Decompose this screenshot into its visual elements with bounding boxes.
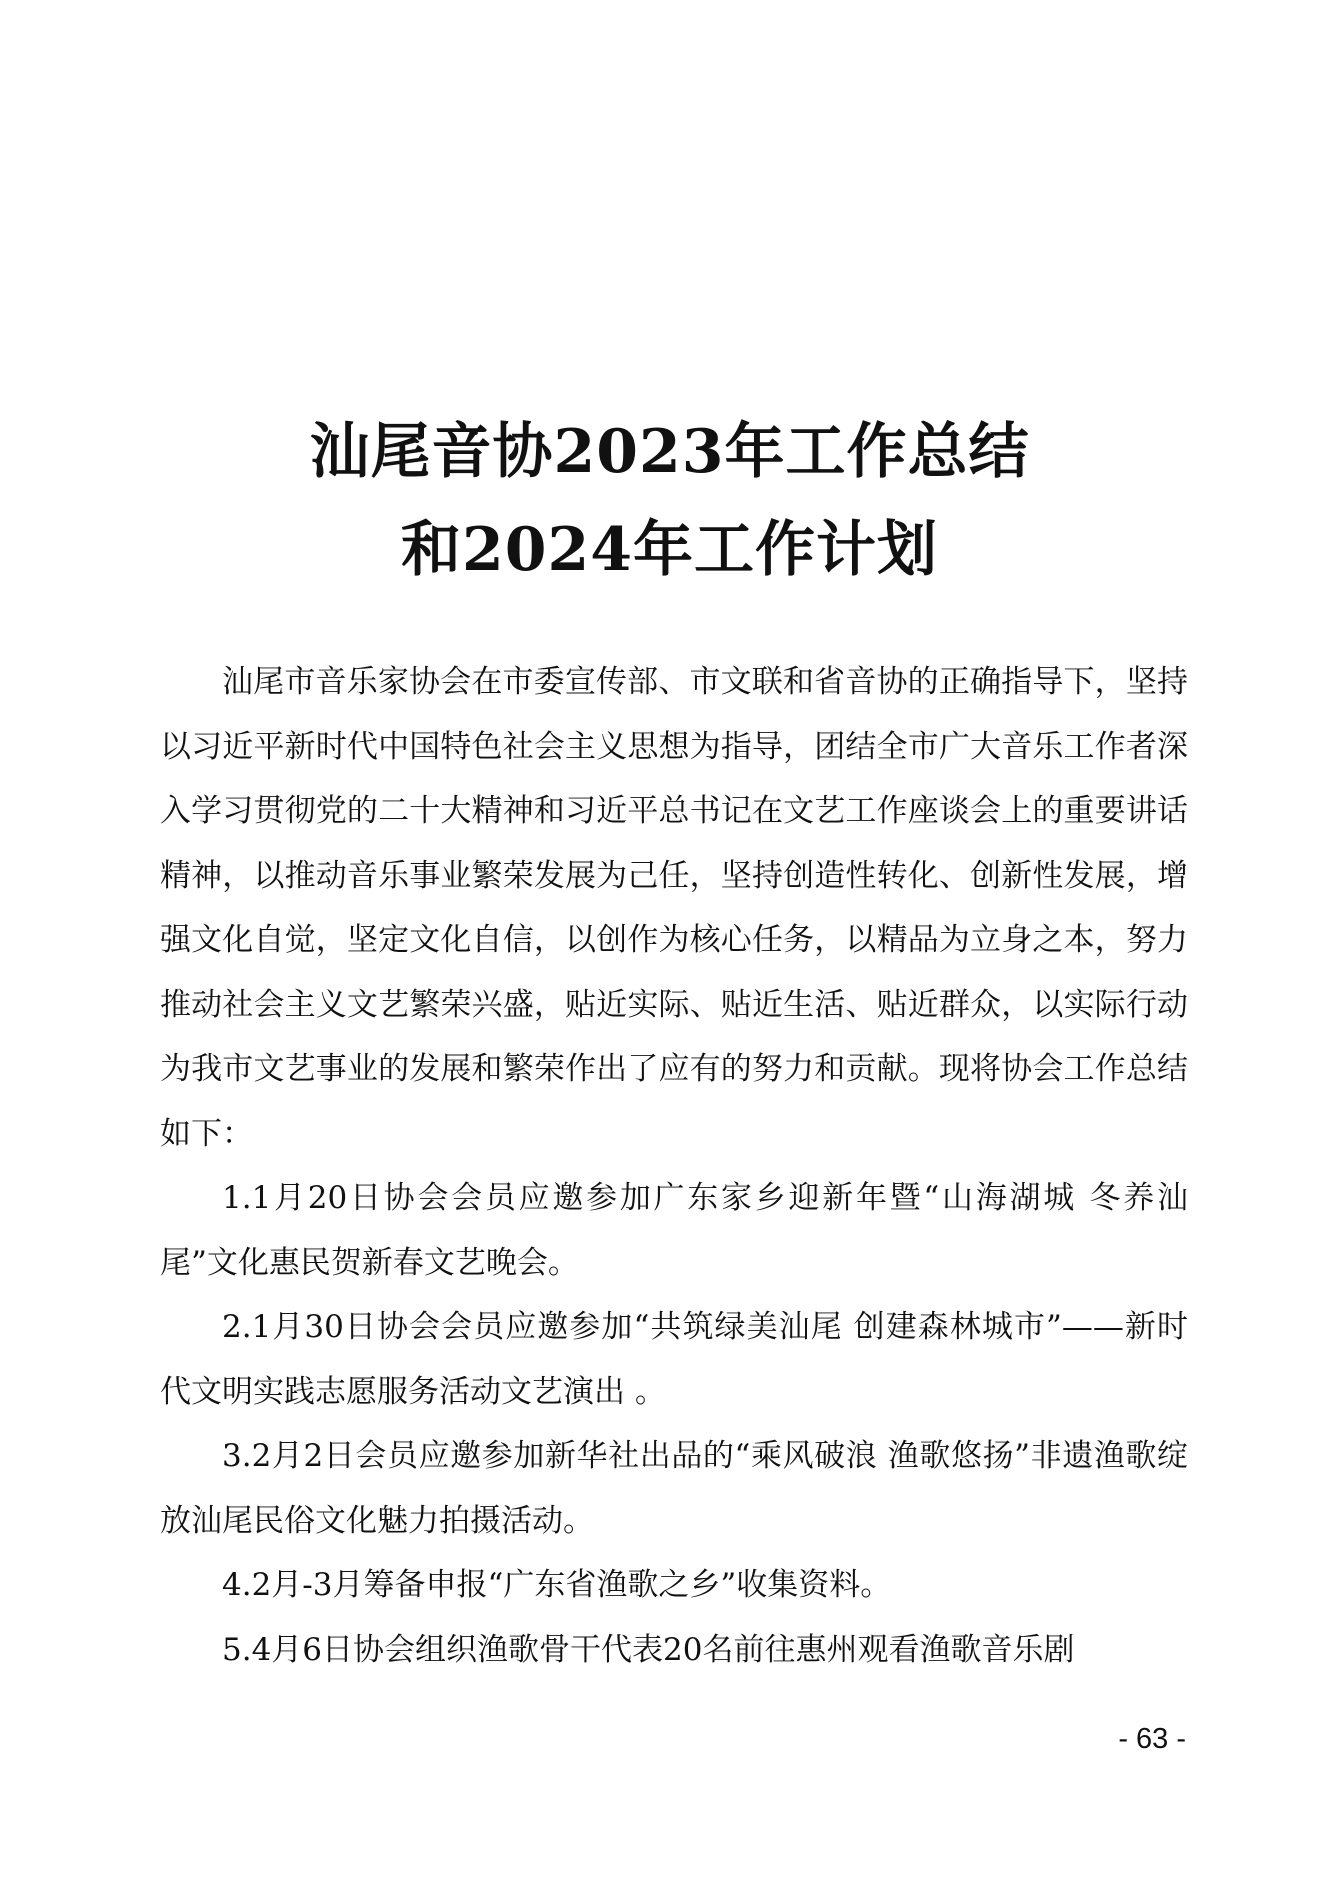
list-item-1: 1.1月20日协会会员应邀参加广东家乡迎新年暨“山海湖城 冬养汕尾”文化惠民贺新春文艺晚会。 xyxy=(160,1180,1188,1281)
page-number: - 63 - xyxy=(1118,1723,1186,1755)
intro-paragraph: 汕尾市音乐家协会在市委宣传部、市文联和省音协的正确指导下，坚持以习近平新时代中国特色社会主义思想为指导，团结全市广大音乐工作者深入学习贯彻党的二十大精神和习近平总书记在文艺工作座谈会上的重要讲话精神，以推动音乐事业繁荣发展为己任，坚持创造性转化、创新性发展，增强文化自觉，坚定文化自信，以创作为核心任务，以精品为立身之本，努力推动社会主义文艺繁荣兴盛，贴近实际、贴近生活、贴近群众，以实际行动为我市文艺事业的发展和繁荣作出了应有的努力和贡献。现将协会工作总结如下： xyxy=(160,664,1188,1152)
document-body xyxy=(160,650,1188,1682)
document-title-line-1: 汕尾音协2023年工作总结 xyxy=(309,417,1030,487)
list-item-2: 2.1月30日协会会员应邀参加“共筑绿美汕尾 创建森林城市”——新时代文明实践志愿服务活动文艺演出 。 xyxy=(160,1309,1188,1410)
list-item-5: 5.4月6日协会组织渔歌骨干代表20名前往惠州观看渔歌音乐剧 xyxy=(222,1631,1075,1668)
document-title-line-2: 和2024年工作计划 xyxy=(401,515,938,585)
list-item-4: 4.2月-3月筹备申报“广东省渔歌之乡”收集资料。 xyxy=(222,1567,892,1603)
list-item-3: 3.2月2日会员应邀参加新华社出品的“乘风破浪 渔歌悠扬”非遗渔歌绽放汕尾民俗文化魅力拍摄活动。 xyxy=(160,1438,1188,1539)
